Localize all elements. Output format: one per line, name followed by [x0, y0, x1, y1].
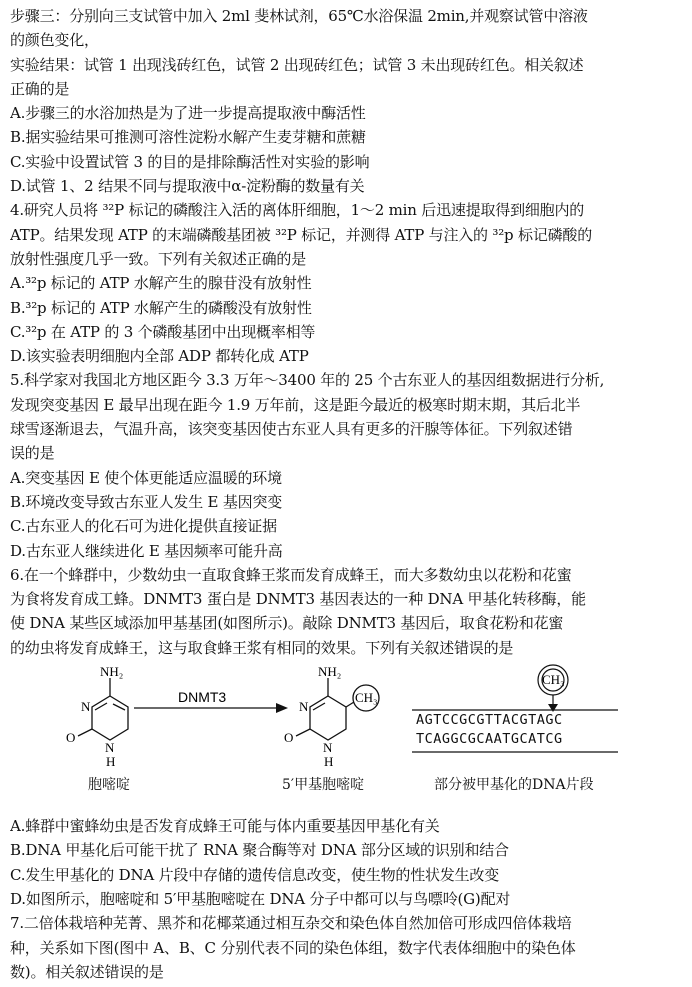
question-text-block-1 [10, 4, 686, 660]
methyl-n1-label: N [323, 740, 333, 756]
text-line: ATP。结果发现 ATP 的末端磷酸基团被 ³²P 标记，并测得 ATP 与注入的 ³²p 标记磷酸的 [10, 225, 593, 244]
dna-bottom-strand: TCAGGCGCAATGCATCG [416, 731, 563, 748]
cytosine-nh2-label: NH₂ [100, 664, 124, 680]
cytosine-n3-label: N [81, 699, 91, 715]
methylcytosine-structure [296, 678, 379, 740]
text-line: 4.研究人员将 ³²P 标记的磷酸注入活的离体肝细胞，1～2 min 后迅速提取得到细胞内的 [10, 201, 585, 220]
text-line: B.DNA 甲基化后可能干扰了 RNA 聚合酶等对 DNA 部分区域的识别和结合 [10, 841, 509, 860]
enzyme-label: DNMT3 [178, 689, 227, 706]
text-line: D.试管 1、2 结果不同与提取液中α-淀粉酶的数量有关 [10, 177, 365, 196]
text-line: A.步骤三的水浴加热是为了进一步提高提取液中酶活性 [10, 104, 366, 123]
caption-methylcytosine: 5′甲基胞嘧啶 [282, 777, 365, 794]
caption-cytosine: 胞嘧啶 [88, 777, 130, 794]
text-line: A.³²p 标记的 ATP 水解产生的腺苷没有放射性 [10, 274, 312, 293]
dna-ch3-label: CH₃ [542, 672, 565, 688]
dna-top-strand: AGTCCGCGTTACGTAGC [416, 712, 563, 729]
methyl-h-label: H [324, 754, 334, 770]
text-line: 为食将发育成工蜂。DNMT3 蛋白是 DNMT3 基因表达的一种 DNA 甲基化转移酶，能 [10, 590, 586, 609]
text-line: 正确的是 [10, 79, 70, 98]
text-line: 数)。相关叙述错误的是 [10, 962, 164, 981]
text-line: D.古东亚人继续进化 E 基因频率可能升高 [10, 541, 283, 560]
methyl-ch3-label: CH₃ [355, 690, 378, 706]
text-line: 的幼虫将发育成蜂王，这与取食蜂王浆有相同的效果。下列有关叙述错误的是 [10, 638, 514, 657]
text-line: A.蜂群中蜜蜂幼虫是否发育成蜂王可能与体内重要基因甲基化有关 [10, 817, 440, 836]
text-line: C.发生甲基化的 DNA 片段中存储的遗传信息改变，使生物的性状发生改变 [10, 865, 500, 884]
text-line: C.实验中设置试管 3 的目的是排除酶活性对实验的影响 [10, 152, 370, 171]
dna-methylation-figure [10, 664, 686, 814]
text-line: B.据实验结果可推测可溶性淀粉水解产生麦芽糖和蔗糖 [10, 128, 366, 147]
cytosine-o-label: O [66, 730, 76, 746]
methyl-nh2-label: NH₂ [318, 664, 342, 680]
text-line: 使 DNA 某些区域添加甲基基团(如图所示)。敲除 DNMT3 基因后，取食花粉和花蜜 [10, 614, 564, 633]
text-line: B.环境改变导致古东亚人发生 E 基因突变 [10, 492, 283, 511]
text-line: D.如图所示，胞嘧啶和 5′甲基胞嘧啶在 DNA 分子中都可以与鸟嘌呤(G)配对 [10, 889, 511, 908]
text-line: 的颜色变化， [10, 31, 99, 50]
methyl-o-label: O [284, 730, 294, 746]
text-line: D.该实验表明细胞内全部 ADP 都转化成 ATP [10, 347, 309, 366]
text-line: 放射性强度几乎一致。下列有关叙述正确的是 [10, 249, 307, 268]
text-line: 实验结果：试管 1 出现浅砖红色，试管 2 出现砖红色；试管 3 未出现砖红色。相关叙述 [10, 55, 584, 74]
text-line: 球雪逐渐退去，气温升高，该突变基因使古东亚人具有更多的汗腺等体征。下列叙述错 [10, 420, 573, 439]
text-line: B.³²p 标记的 ATP 水解产生的磷酸没有放射性 [10, 298, 312, 317]
text-line: 发现突变基因 E 最早出现在距今 1.9 万年前，这是距今最近的极寒时期末期，其后北半 [10, 395, 581, 414]
text-line: C.古东亚人的化石可为进化提供直接证据 [10, 517, 277, 536]
text-line: 7.二倍体栽培种芜菁、黑芥和花椰菜通过相互杂交和染色体自然加倍可形成四倍体栽培 [10, 914, 572, 933]
document-page [10, 4, 686, 984]
cytosine-n1-label: N [105, 740, 115, 756]
text-line: 6.在一个蜂群中，少数幼虫一直取食蜂王浆而发育成蜂王，而大多数幼虫以花粉和花蜜 [10, 565, 572, 584]
text-line: 种，关系如下图(图中 A、B、C 分别代表不同的染色体组，数字代表体细胞中的染色体 [10, 938, 576, 957]
text-line: 步骤三：分别向三支试管中加入 2ml 斐林试剂，65℃水浴保温 2min,并观察试管中溶液 [10, 7, 588, 25]
text-line: 5.科学家对我国北方地区距今 3.3 万年～3400 年的 25 个古东亚人的基因组数据进行分析, [10, 371, 605, 390]
arrow-head [276, 703, 288, 713]
methyl-n3-label: N [299, 699, 309, 715]
text-line: C.³²p 在 ATP 的 3 个磷酸基团中出现概率相等 [10, 322, 316, 341]
cytosine-h-label: H [106, 754, 116, 770]
question-text-block-2 [10, 814, 686, 984]
text-line: 误的是 [10, 444, 55, 463]
methyl-pointer [548, 704, 558, 712]
text-line: A.突变基因 E 使个体更能适应温暖的环境 [10, 468, 282, 487]
caption-dna-fragment: 部分被甲基化的DNA片段 [434, 777, 594, 794]
